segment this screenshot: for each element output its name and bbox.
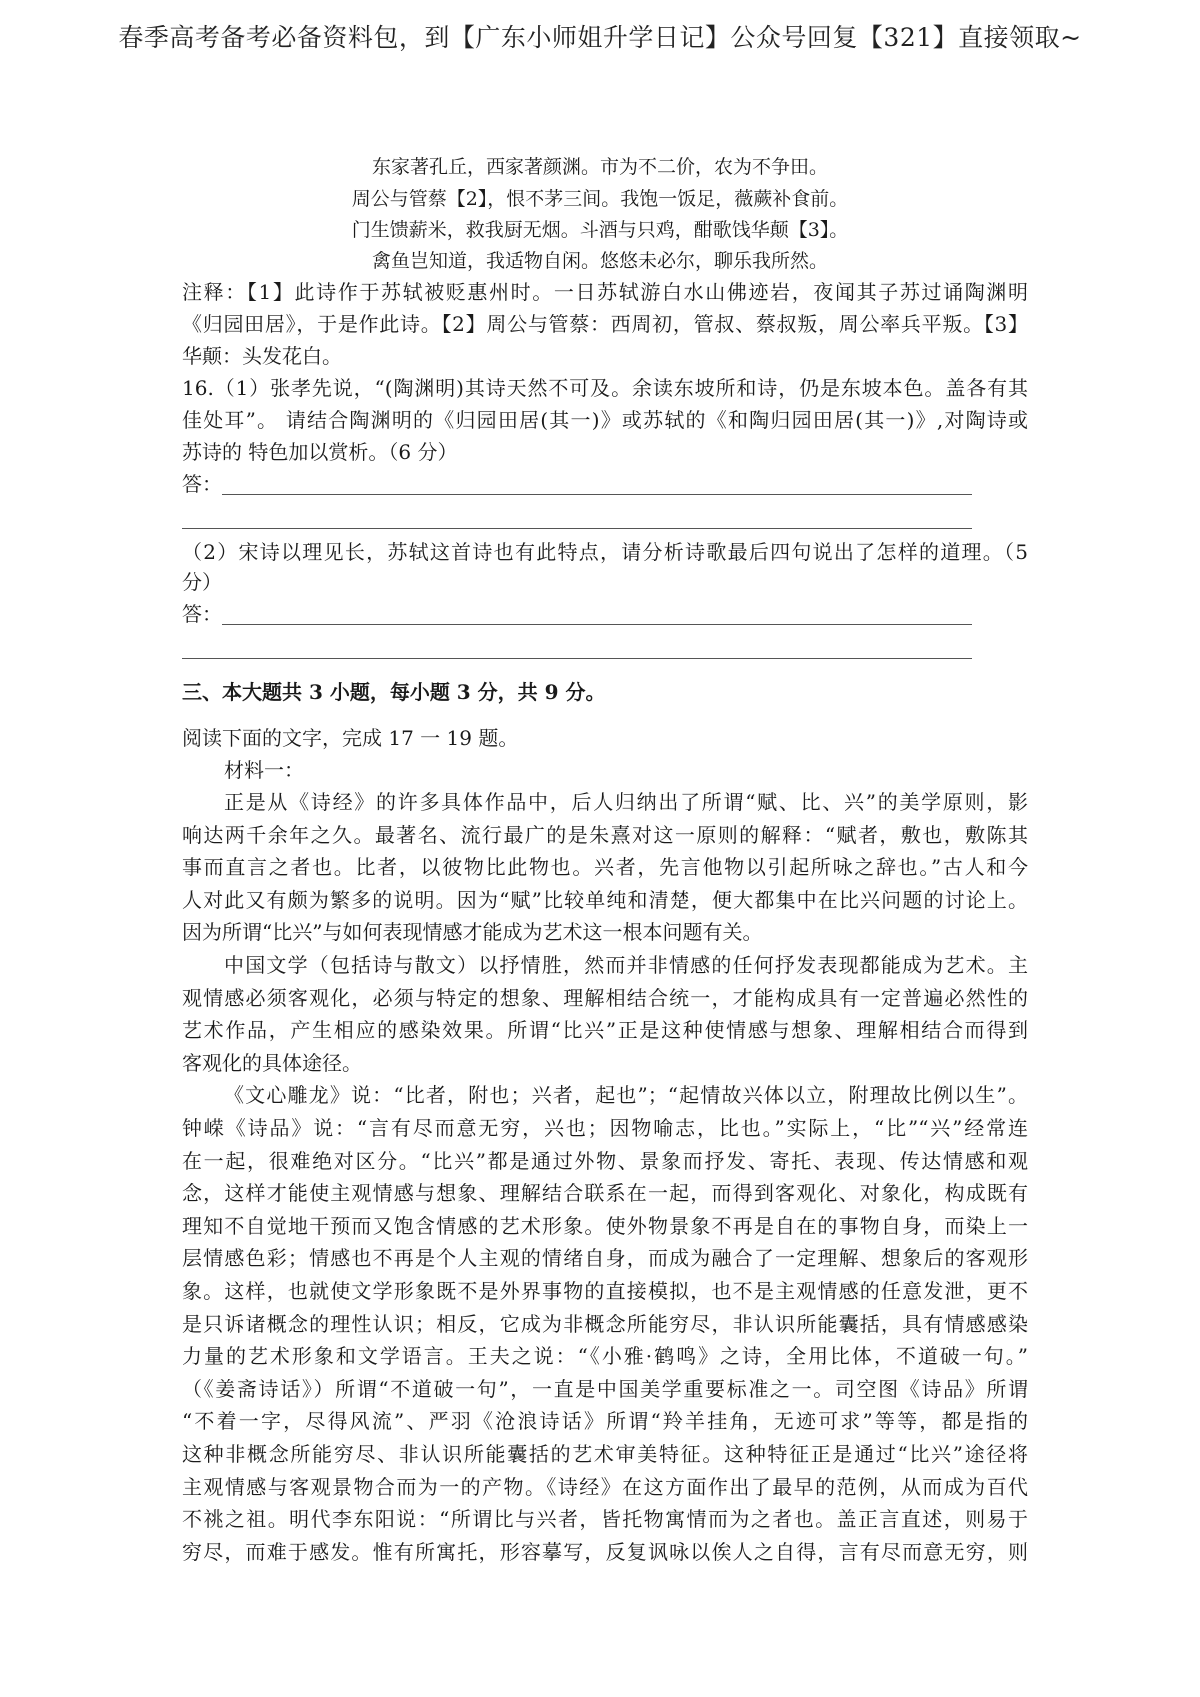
answer-label: 答： (182, 602, 222, 626)
paragraph-line: 穷尽，而难于感发。惟有所寓托，形容摹写，反复讽咏以俟人之自得，言有尽而意无穷，则 (182, 1539, 1028, 1564)
material-label: 材料一： (224, 758, 304, 782)
paragraph-line: 客观化的具体途径。 (182, 1050, 362, 1075)
paragraph-line: 观情感必须客观化，必须与特定的想象、理解相结合统一，才能构成具有一定普遍必然性的 (182, 985, 1028, 1010)
poem-line: 门生馈薪米，救我厨无烟。斗酒与只鸡，酣歌饯华颠【3】。 (351, 219, 849, 241)
question-16-2-line: 分） (182, 570, 222, 594)
answer-label: 答： (182, 472, 222, 496)
paragraph-line: 念，这样才能使主观情感与想象、理解结合联系在一起，而得到客观化、对象化，构成既有 (182, 1181, 1028, 1206)
answer-line[interactable] (222, 624, 972, 625)
instruction-text: 阅读下面的文字，完成 17 一 19 题。 (182, 726, 519, 750)
paragraph-line: 艺术作品，产生相应的感染效果。所谓“比兴”正是这种使情感与想象、理解相结合而得到 (182, 1018, 1028, 1043)
paragraph-line: 不祧之祖。明代李东阳说：“所谓比与兴者，皆托物寓情而为之者也。盖正言直述，则易于 (182, 1507, 1028, 1532)
answer-line[interactable] (182, 528, 972, 529)
paragraph-line: 钟嵘《诗品》说：“言有尽而意无穷，兴也；因物喻志，比也。”实际上，“比”“兴”经常连 (182, 1116, 1028, 1140)
question-16-1-line: 佳处耳”。 请结合陶渊明的《归园田居(其一)》或苏轼的《和陶归园田居(其一)》,对陶诗或 (182, 408, 1028, 432)
question-16-1-line: 苏诗的 特色加以赏析。（6 分） (182, 440, 458, 464)
paragraph-line: 因为所谓“比兴”与如何表现情感才能成为艺术这一根本问题有关。 (182, 920, 763, 945)
question-16-1-line: 16.（1）张孝先说，“(陶渊明)其诗天然不可及。余读东坡所和诗，仍是东坡本色。盖各有其 (182, 376, 1028, 400)
paragraph-line: 层情感色彩；情感也不再是个人主观的情绪自身，而成为融合了一定理解、想象后的客观形 (182, 1246, 1028, 1271)
annotation-line: 华颠：头发花白。 (182, 344, 342, 368)
paragraph-line: 象。这样，也就使文学形象既不是外界事物的直接模拟，也不是主观情感的任意发泄，更不 (182, 1279, 1028, 1303)
poem-line: 东家著孔丘，西家著颜渊。市为不二价，农为不争田。 (371, 156, 828, 178)
annotation-line: 注释：【1】此诗作于苏轼被贬惠州时。一日苏轼游白水山佛迹岩，夜闻其子苏过诵陶渊明 (182, 280, 1028, 304)
paragraph-line: 《文心雕龙》说：“比者，附也；兴者，起也”；“起情故兴体以立，附理故比例以生”。 (224, 1083, 1028, 1108)
paragraph-line: 这种非概念所能穷尽、非认识所能囊括的艺术审美特征。这种特征正是通过“比兴”途径将 (182, 1442, 1028, 1466)
paragraph-line: 在一起，很难绝对区分。“比兴”都是通过外物、景象而抒发、寄托、表现、传达情感和观 (182, 1148, 1028, 1173)
poem-line: 禽鱼岂知道，我适物自闲。悠悠未必尔，聊乐我所然。 (371, 250, 828, 272)
annotation-line: 《归园田居》，于是作此诗。【2】周公与管蔡：西周初，管叔、蔡叔叛，周公率兵平叛。【3】 (182, 312, 1028, 336)
paragraph-line: 是只诉诸概念的理性认识；相反，它成为非概念所能穷尽，非认识所能囊括，具有情感感染 (182, 1311, 1028, 1336)
promo-banner: 春季高考备考必备资料包，到【广东小师姐升学日记】公众号回复【321】直接领取~ (118, 23, 1082, 52)
paragraph-line: “不着一字，尽得风流”、严羽《沧浪诗话》所谓“羚羊挂角，无迹可求”等等，都是指的 (182, 1409, 1028, 1434)
section-heading: 三、本大题共 3 小题，每小题 3 分，共 9 分。 (182, 680, 606, 704)
paragraph-line: 响达两千余年之久。最著名、流行最广的是朱熹对这一原则的解释：“赋者，敷也，敷陈其 (182, 822, 1028, 847)
paragraph-line: （《姜斋诗话》）所谓“不道破一句”，一直是中国美学重要标准之一。司空图《诗品》所谓 (182, 1376, 1028, 1401)
answer-line[interactable] (182, 658, 972, 659)
paragraph-line: 人对此又有颇为繁多的说明。因为“赋”比较单纯和清楚，便大都集中在比兴问题的讨论上。 (182, 887, 1028, 912)
paragraph-line: 主观情感与客观景物合而为一的产物。《诗经》在这方面作出了最早的范例，从而成为百代 (182, 1474, 1028, 1499)
question-16-2-line: （2）宋诗以理见长，苏轼这首诗也有此特点，请分析诗歌最后四句说出了怎样的道理。（5 (182, 540, 1028, 564)
poem-line: 周公与管蔡【2】，恨不茅三间。我饱一饭足，薇蕨补食前。 (351, 188, 849, 210)
paragraph-line: 中国文学（包括诗与散文）以抒情胜，然而并非情感的任何抒发表现都能成为艺术。主 (224, 953, 1028, 977)
paragraph-line: 事而直言之者也。比者，以彼物比此物也。兴者，先言他物以引起所咏之辞也。”古人和今 (182, 855, 1028, 880)
answer-line[interactable] (222, 494, 972, 495)
paragraph-line: 力量的艺术形象和文学语言。王夫之说：“《小雅·鹤鸣》之诗，全用比体，不道破一句。” (182, 1344, 1028, 1369)
paragraph-line: 正是从《诗经》的许多具体作品中，后人归纳出了所谓“赋、比、兴”的美学原则，影 (224, 790, 1028, 814)
paragraph-line: 理知不自觉地干预而又饱含情感的艺术形象。使外物景象不再是自在的事物自身，而染上一 (182, 1213, 1028, 1238)
